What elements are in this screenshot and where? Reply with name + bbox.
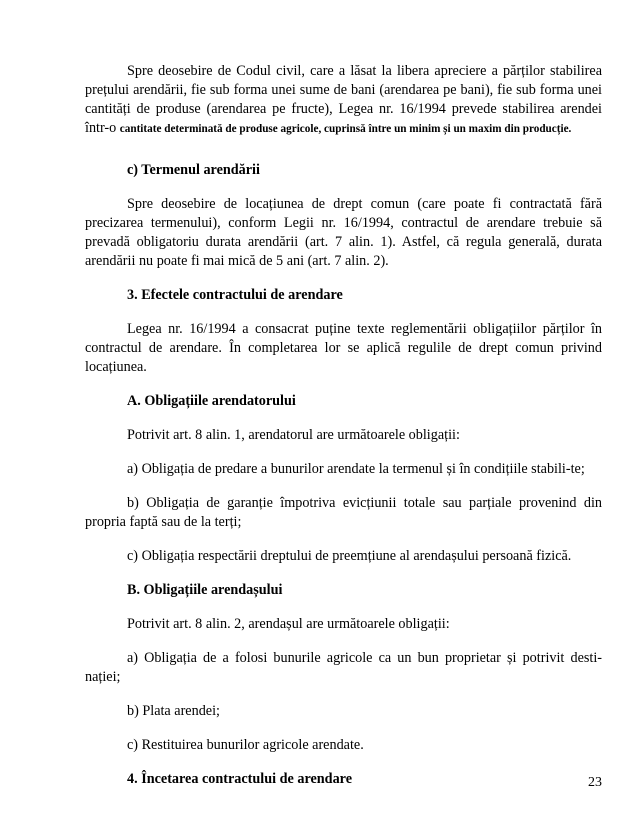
heading-lessee-obligations: B. Obligațiile arendașului <box>127 582 283 598</box>
heading-termination: 4. Încetarea contractului de arendare <box>127 771 352 787</box>
list-item: c) Obligația respectării dreptului de preemțiune al arendașului persoană fizică. <box>127 548 572 564</box>
list-item: c) Restituirea bunurilor agricole arendate. <box>127 737 364 753</box>
page-number: 23 <box>588 775 602 790</box>
paragraph-term: Spre deosebire de locațiunea de drept comun (care poate fi contractată fără precizarea termenului), conform Legii nr. 16/1994, contractul de arendare trebuie să prevadă obligatoriu durata arendării (art. 7 alin. 1). Astfel, că regula generală, durata arendării nu poate fi mai mică de 5 ani (art. 7 alin. 2). <box>85 196 602 269</box>
paragraph-lessor-intro: Potrivit art. 8 alin. 1, arendatorul are următoarele obligații: <box>127 427 460 443</box>
paragraph-effects: Legea nr. 16/1994 a consacrat puține texte reglementării obligațiilor părților în contractul de arendare. În completarea lor se aplică regulile de drept comun privind locațiunea. <box>85 321 602 375</box>
list-item: a) Obligația de predare a bunurilor arendate la termenul și în condițiile stabili-te; <box>127 461 585 477</box>
paragraph-text: Spre deosebire de Codul civil, care a lăsat la libera apreciere a părților stabilirea prețului arendării, fie sub forma unei sume de bani (arendarea pe bani), fie sub forma unei cantități de produse (arendarea pe fructe), Legea nr. 16/1994 prevede stabilirea arendei într-o <box>85 63 602 136</box>
paragraph-price-of-lease <box>85 62 602 139</box>
document-page <box>85 62 602 789</box>
heading-effects: 3. Efectele contractului de arendare <box>127 287 343 303</box>
bold-emphasis: cantitate determinată de produse agricole, cuprinsă între un minim și un maxim din producție. <box>119 123 572 135</box>
list-item: a) Obligația de a folosi bunurile agricole ca un bun proprietar și potrivit desti-nației; <box>85 650 602 685</box>
paragraph-lessee-intro: Potrivit art. 8 alin. 2, arendașul are următoarele obligații: <box>127 616 450 632</box>
list-item: b) Plata arendei; <box>127 703 220 719</box>
list-item: b) Obligația de garanție împotriva evicțiunii totale sau parțiale provenind din propria faptă sau de la terți; <box>85 495 602 530</box>
heading-term: c) Termenul arendării <box>127 162 260 178</box>
heading-lessor-obligations: A. Obligațiile arendatorului <box>127 393 296 409</box>
